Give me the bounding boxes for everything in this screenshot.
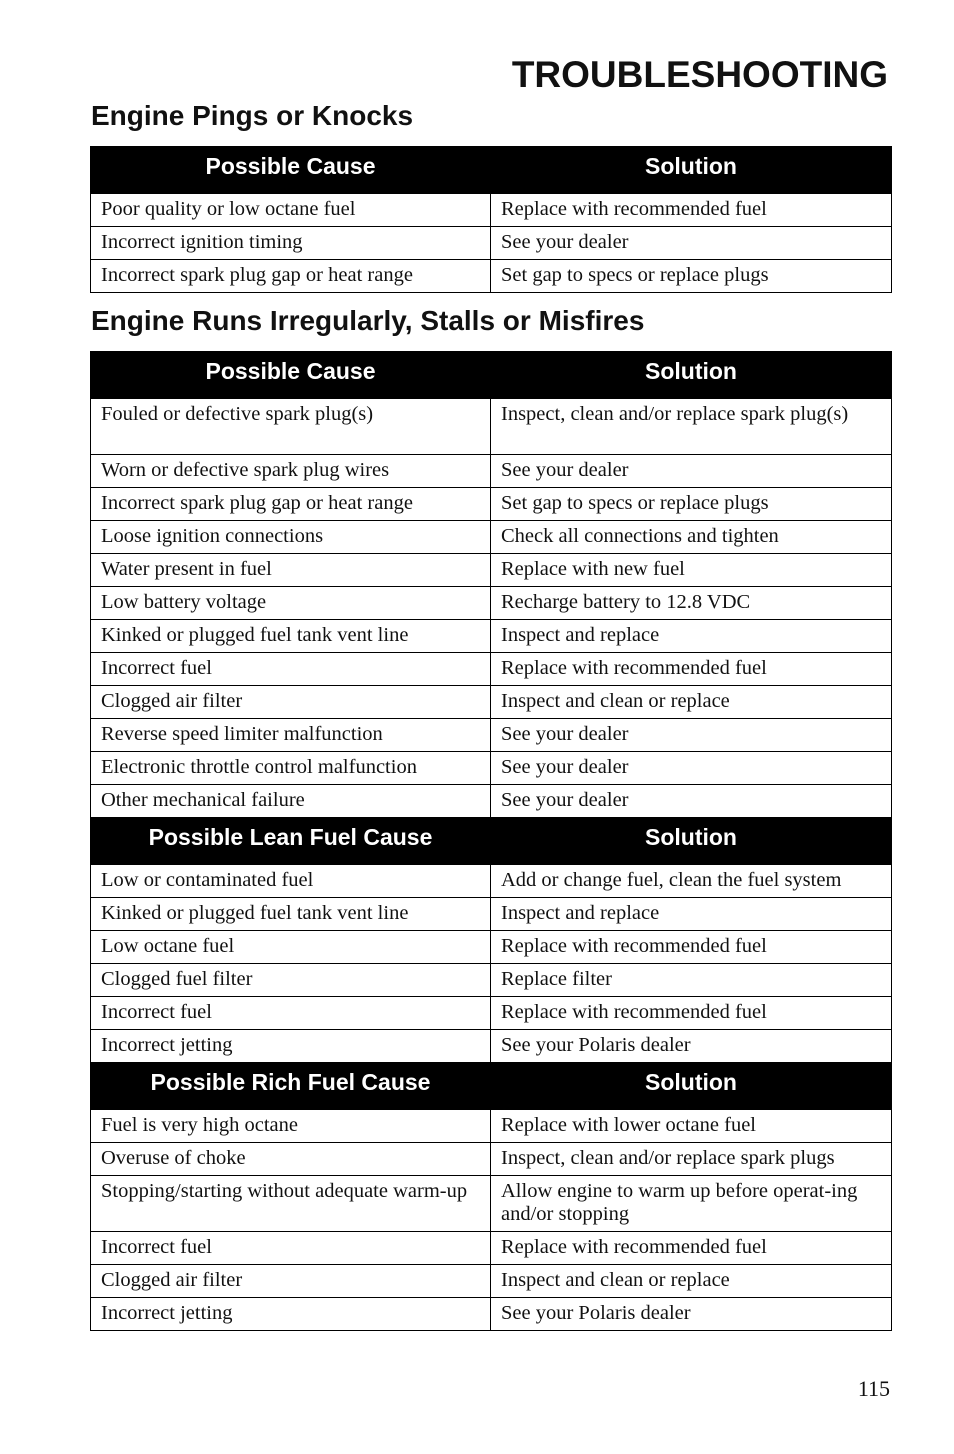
solution-cell: Set gap to specs or replace plugs (491, 488, 892, 521)
cause-cell: Incorrect jetting (91, 1298, 491, 1331)
cause-cell: Kinked or plugged fuel tank vent line (91, 620, 491, 653)
cause-cell: Fouled or defective spark plug(s) (91, 399, 491, 455)
table-header-row-lean-fuel (91, 818, 892, 865)
solution-cell: See your dealer (491, 752, 892, 785)
cause-cell: Electronic throttle control malfunction (91, 752, 491, 785)
solution-cell: See your dealer (491, 785, 892, 818)
table-row (91, 227, 892, 260)
table-row (91, 686, 892, 719)
table-row (91, 719, 892, 752)
page-number: 115 (857, 1376, 890, 1401)
solution-cell: Recharge battery to 12.8 VDC (491, 587, 892, 620)
table-header-row (91, 352, 892, 399)
table-row (91, 455, 892, 488)
section-title-engine-runs-irregularly: Engine Runs Irregularly, Stalls or Misfires (91, 305, 645, 336)
cause-cell: Overuse of choke (91, 1143, 491, 1176)
header-possible-cause: Possible Cause (91, 352, 491, 399)
solution-cell: Set gap to specs or replace plugs (491, 260, 892, 293)
cause-cell: Incorrect jetting (91, 1030, 491, 1063)
solution-cell: Inspect, clean and/or replace spark plugs (491, 1143, 892, 1176)
table-row (91, 1232, 892, 1265)
cause-cell: Incorrect fuel (91, 997, 491, 1030)
table-row (91, 898, 892, 931)
cause-cell: Incorrect ignition timing (91, 227, 491, 260)
table-row (91, 997, 892, 1030)
table-row (91, 1298, 892, 1331)
table-row (91, 521, 892, 554)
cause-cell: Worn or defective spark plug wires (91, 455, 491, 488)
solution-cell: Replace filter (491, 964, 892, 997)
header-possible-rich-fuel-cause: Possible Rich Fuel Cause (91, 1063, 491, 1110)
solution-cell: Add or change fuel, clean the fuel system (491, 865, 892, 898)
header-solution: Solution (491, 352, 892, 399)
cause-cell: Other mechanical failure (91, 785, 491, 818)
table-row (91, 399, 892, 455)
solution-cell: Replace with recommended fuel (491, 194, 892, 227)
table-header-row (91, 147, 892, 194)
table-engine-runs-irregularly (90, 351, 892, 1331)
cause-cell: Loose ignition connections (91, 521, 491, 554)
cause-cell: Low battery voltage (91, 587, 491, 620)
table-header-row-rich-fuel (91, 1063, 892, 1110)
table-row (91, 1176, 892, 1232)
table-row (91, 1265, 892, 1298)
table-row (91, 785, 892, 818)
solution-cell: See your Polaris dealer (491, 1030, 892, 1063)
table-row (91, 865, 892, 898)
cause-cell: Low octane fuel (91, 931, 491, 964)
table-row (91, 194, 892, 227)
cause-cell: Low or contaminated fuel (91, 865, 491, 898)
table-row (91, 1110, 892, 1143)
solution-cell: Replace with new fuel (491, 554, 892, 587)
section-title-engine-pings: Engine Pings or Knocks (91, 100, 414, 131)
header-solution: Solution (491, 1063, 892, 1110)
solution-cell: See your Polaris dealer (491, 1298, 892, 1331)
table-row (91, 752, 892, 785)
cause-cell: Reverse speed limiter malfunction (91, 719, 491, 752)
solution-cell: Inspect and replace (491, 898, 892, 931)
header-solution: Solution (491, 818, 892, 865)
solution-cell: Replace with recommended fuel (491, 931, 892, 964)
cause-cell: Fuel is very high octane (91, 1110, 491, 1143)
solution-cell: Replace with recommended fuel (491, 997, 892, 1030)
solution-cell: Allow engine to warm up before operat-ing and/or stopping (491, 1176, 892, 1232)
solution-cell: See your dealer (491, 227, 892, 260)
cause-cell: Incorrect spark plug gap or heat range (91, 260, 491, 293)
solution-cell: Inspect and clean or replace (491, 686, 892, 719)
header-possible-cause: Possible Cause (91, 147, 491, 194)
table-row (91, 1030, 892, 1063)
header-possible-lean-fuel-cause: Possible Lean Fuel Cause (91, 818, 491, 865)
solution-cell: Replace with recommended fuel (491, 653, 892, 686)
cause-cell: Poor quality or low octane fuel (91, 194, 491, 227)
table-row (91, 1143, 892, 1176)
cause-cell: Water present in fuel (91, 554, 491, 587)
cause-cell: Stopping/starting without adequate warm-up (91, 1176, 491, 1232)
header-solution: Solution (491, 147, 892, 194)
table-row (91, 931, 892, 964)
table-row (91, 554, 892, 587)
table-row (91, 653, 892, 686)
table-row (91, 964, 892, 997)
solution-cell: Inspect and clean or replace (491, 1265, 892, 1298)
cause-cell: Incorrect fuel (91, 653, 491, 686)
table-row (91, 620, 892, 653)
table-engine-pings (90, 146, 892, 293)
solution-cell: See your dealer (491, 719, 892, 752)
solution-cell: See your dealer (491, 455, 892, 488)
solution-cell: Inspect, clean and/or replace spark plug(s) (491, 399, 892, 455)
solution-cell: Inspect and replace (491, 620, 892, 653)
cause-cell: Incorrect fuel (91, 1232, 491, 1265)
cause-cell: Clogged fuel filter (91, 964, 491, 997)
cause-cell: Clogged air filter (91, 686, 491, 719)
cause-cell: Incorrect spark plug gap or heat range (91, 488, 491, 521)
solution-cell: Replace with lower octane fuel (491, 1110, 892, 1143)
solution-cell: Replace with recommended fuel (491, 1232, 892, 1265)
table-row (91, 587, 892, 620)
chapter-title: TROUBLESHOOTING (511, 54, 888, 95)
cause-cell: Kinked or plugged fuel tank vent line (91, 898, 491, 931)
table-row (91, 488, 892, 521)
cause-cell: Clogged air filter (91, 1265, 491, 1298)
solution-cell: Check all connections and tighten (491, 521, 892, 554)
table-row (91, 260, 892, 293)
